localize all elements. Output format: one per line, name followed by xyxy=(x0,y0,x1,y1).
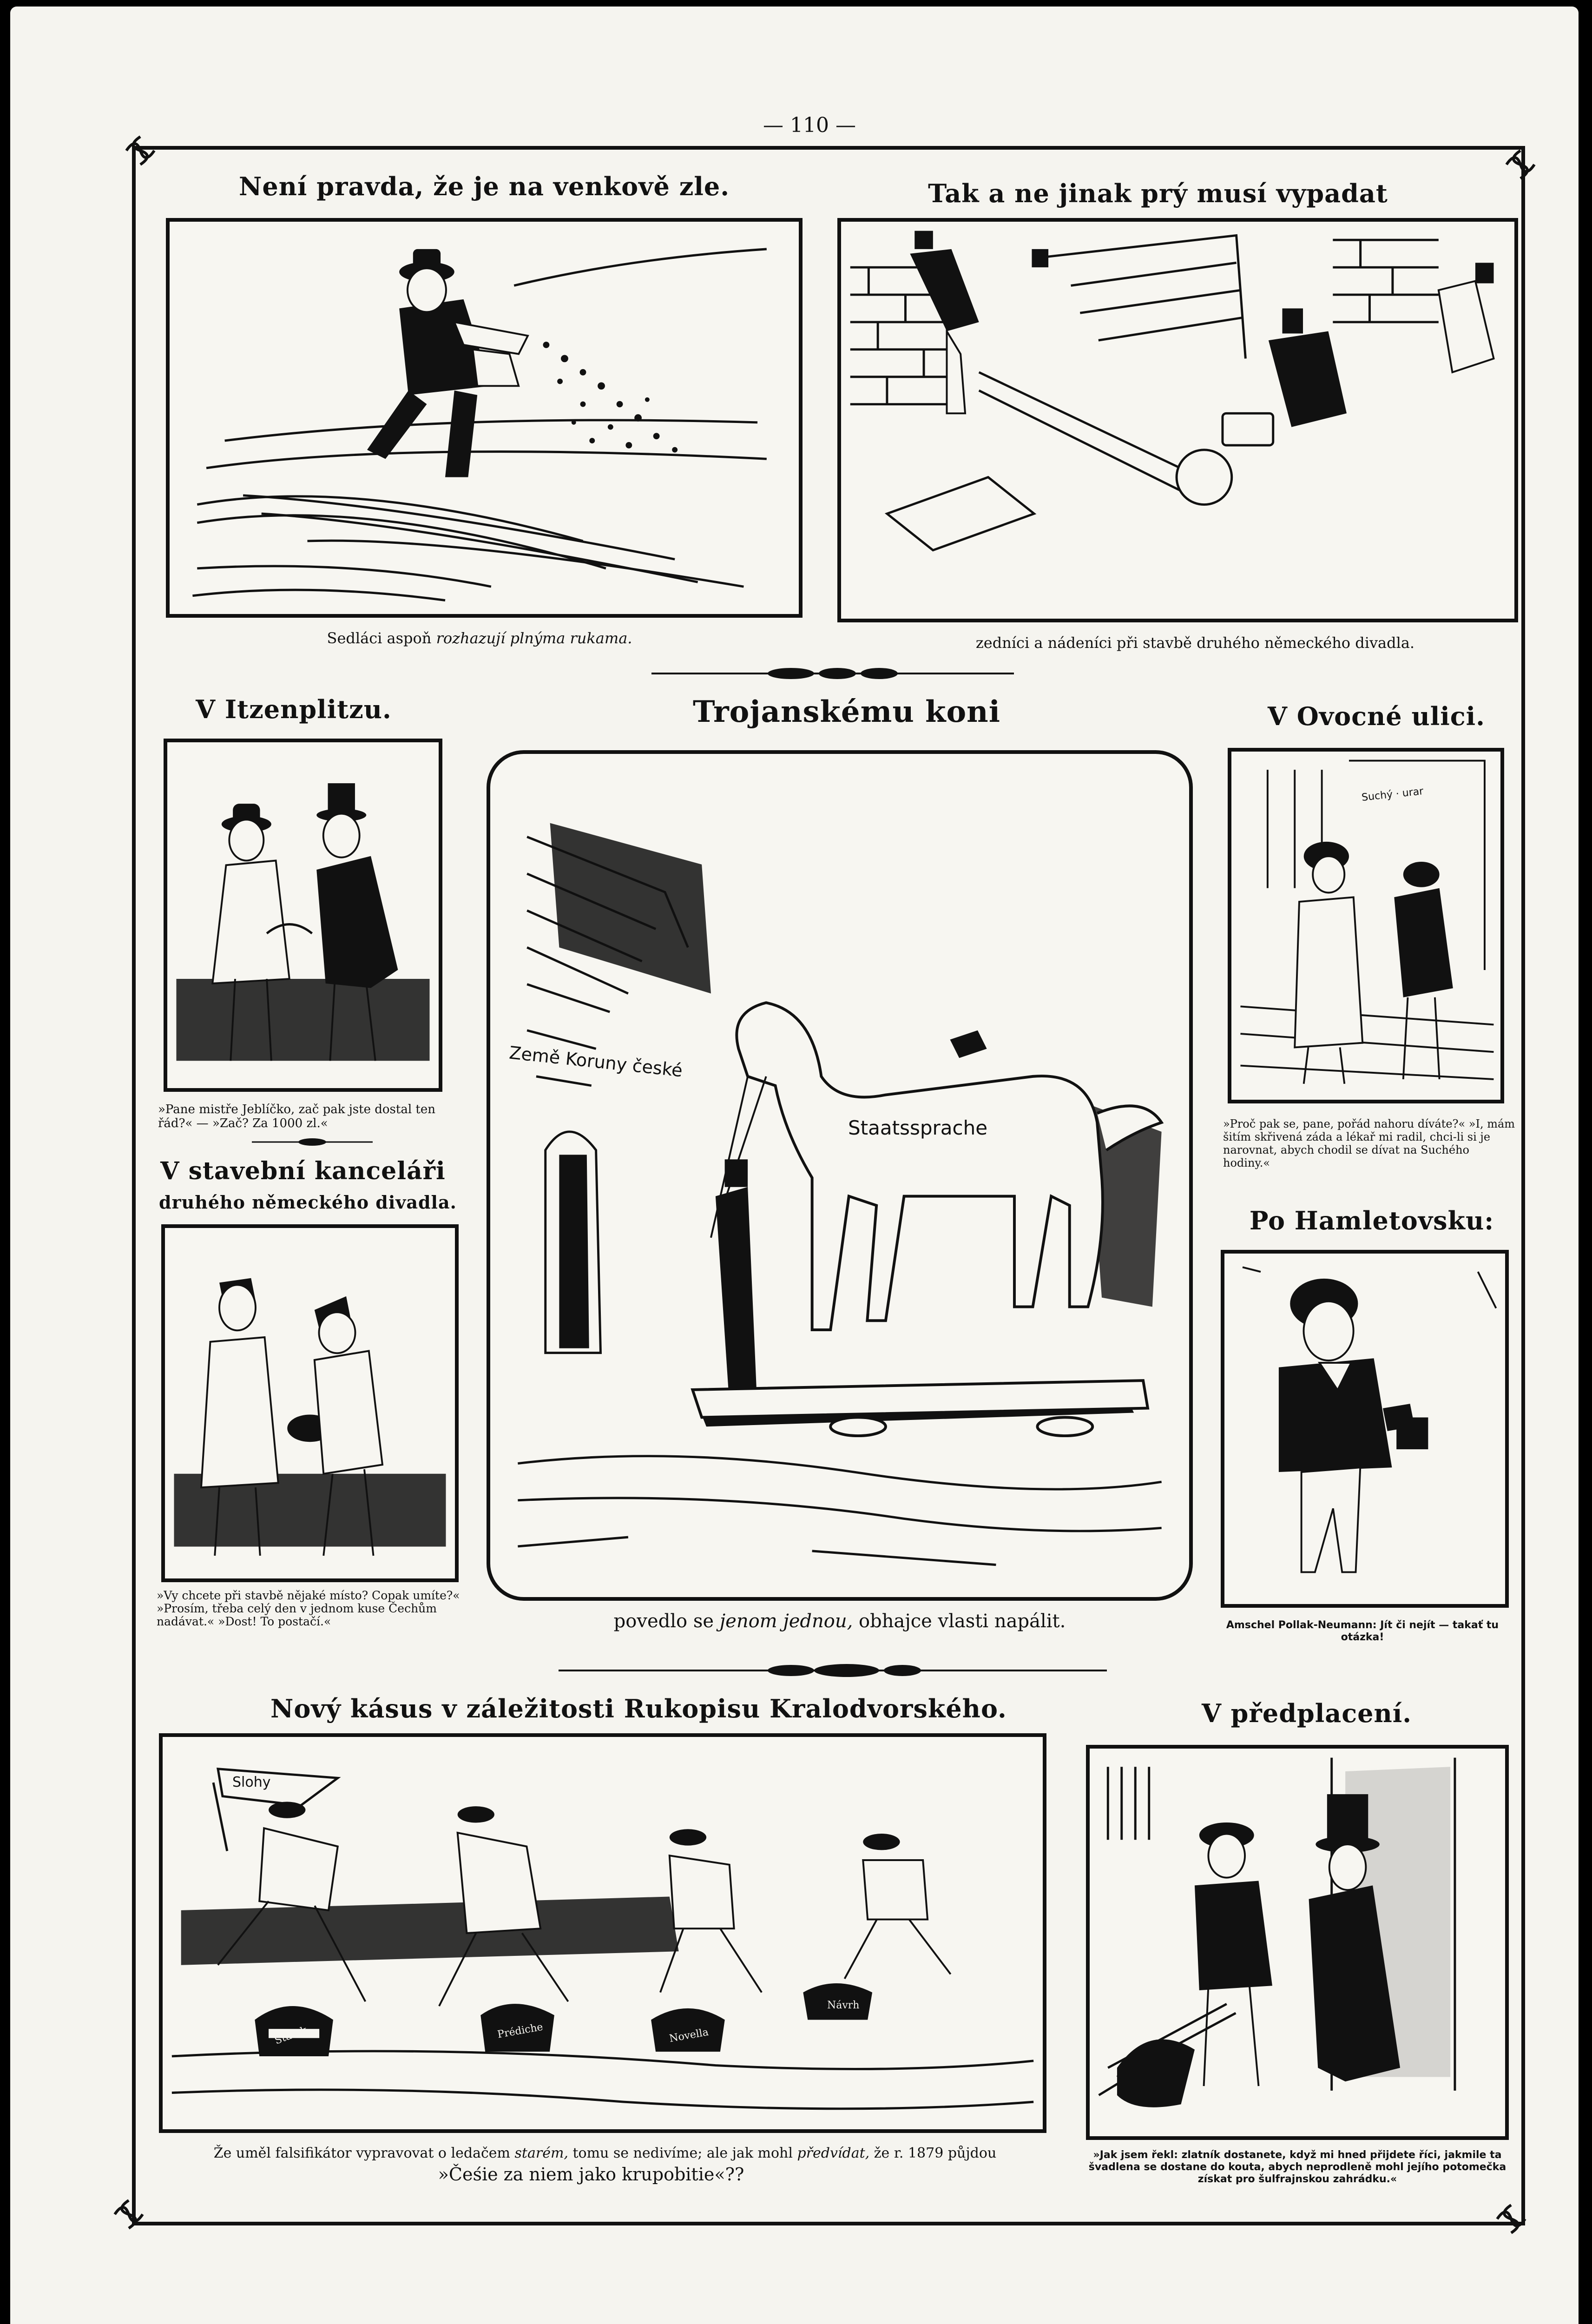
illustration-bricklayers xyxy=(837,218,1518,622)
caption-trojan: povedlo se jenom jednou, obhajce vlasti napálit. xyxy=(613,1611,1066,1632)
corner-ornament-icon xyxy=(1502,146,1539,183)
cartoon-title-trojan: Trojanskému koni xyxy=(692,694,1001,729)
caption-kancelar: »Vy chcete při stavbě nějaké místo? Copak umíte?« »Prosím, třeba celý den v jednom kuse Čechům nadávat.« »Dost! To postačí.« xyxy=(157,1589,460,1628)
illustration-hamlet xyxy=(1221,1250,1509,1608)
illustration-itzenplitz xyxy=(164,739,442,1092)
illustration-sower xyxy=(166,218,803,618)
stone-label: Novella xyxy=(668,2026,710,2045)
divider-ornament-icon xyxy=(559,1659,1107,1682)
page-number: — 110 — xyxy=(763,113,856,137)
flag-label: Slohy xyxy=(232,1774,271,1790)
cartoon-title-venkov: Není pravda, že je na venkově zle. xyxy=(238,172,730,201)
caption-predplaceni: »Jak jsem řekl: zlatník dostanete, když mi hned přijdete říci, jakmile ta švadlena se dostane do kouta, abych neprodleně mohl jejího potomečka získat pro šulfrajnskou zahrádku.« xyxy=(1088,2149,1506,2185)
stone-label: Návrh xyxy=(827,2000,860,2011)
corner-ornament-icon xyxy=(110,2196,147,2233)
label-land: Země Koruny české xyxy=(508,1042,684,1081)
caption-bricklayers: zedníci a nádeníci při stavbě druhého německého divadla. xyxy=(975,634,1415,652)
illustration-kancelar xyxy=(161,1224,459,1582)
divider-ornament-icon xyxy=(252,1136,373,1148)
illustration-ovocna xyxy=(1228,748,1504,1103)
cartoon-subtitle-kancelar: druhého německého divadla. xyxy=(159,1192,457,1213)
cartoon-title-ovocna: V Ovocné ulici. xyxy=(1268,701,1485,731)
illustration-trojan-horse xyxy=(487,750,1193,1601)
caption-hamlet: Amschel Pollak-Neumann: Jít či nejít — takať tu otázka! xyxy=(1226,1619,1499,1643)
caption-kasus-line2: »Čeśie za niem jako krupobitie«?? xyxy=(438,2164,744,2185)
cartoon-title-kasus: Nový kásus v záležitosti Rukopisu Kralodvorského. xyxy=(270,1694,1007,1723)
cartoon-title-hamlet: Po Hamletovsku: xyxy=(1249,1206,1494,1235)
caption-itzenplitz: »Pane mistře Jeblíčko, zač pak jste dostal ten řád?« — »Zač? Za 1000 zl.« xyxy=(158,1103,435,1130)
illustration-kasus xyxy=(159,1733,1046,2133)
caption-sower: Sedláci aspoň rozhazují plnýma rukama. xyxy=(327,629,632,647)
corner-ornament-icon xyxy=(1493,2200,1530,2238)
shop-sign: Suchý · urar xyxy=(1361,786,1424,804)
divider-ornament-icon xyxy=(651,662,1014,685)
stone-label: Statek xyxy=(273,2024,309,2047)
label-horse: Staatssprache xyxy=(848,1116,988,1139)
newspaper-page xyxy=(10,7,1579,2324)
caption-ovocna: »Proč pak se, pane, pořád nahoru díváte?« »I, mám šitím skřivená záda a lékař mi radil, chci-li si je narovnat, abych chodil se dívat na Suchého hodiny.« xyxy=(1223,1117,1515,1169)
caption-kasus: Že uměl falsifikátor vypravovat o ledačem starém, tomu se nedivíme; ale jak mohl předvídat, že r. 1879 půjdou xyxy=(213,2145,997,2161)
cartoon-title-kancelar: V stavební kanceláři xyxy=(160,1157,446,1185)
cartoon-title-predplaceni: V předplacení. xyxy=(1201,1698,1412,1728)
illustration-predplaceni xyxy=(1086,1745,1509,2140)
cartoon-title-itzenplitz: V Itzenplitzu. xyxy=(196,694,392,724)
stone-label: Prédiche xyxy=(496,2021,544,2041)
corner-ornament-icon xyxy=(122,132,159,169)
cartoon-title-zednici: Tak a ne jinak prý musí vypadat xyxy=(928,178,1388,208)
